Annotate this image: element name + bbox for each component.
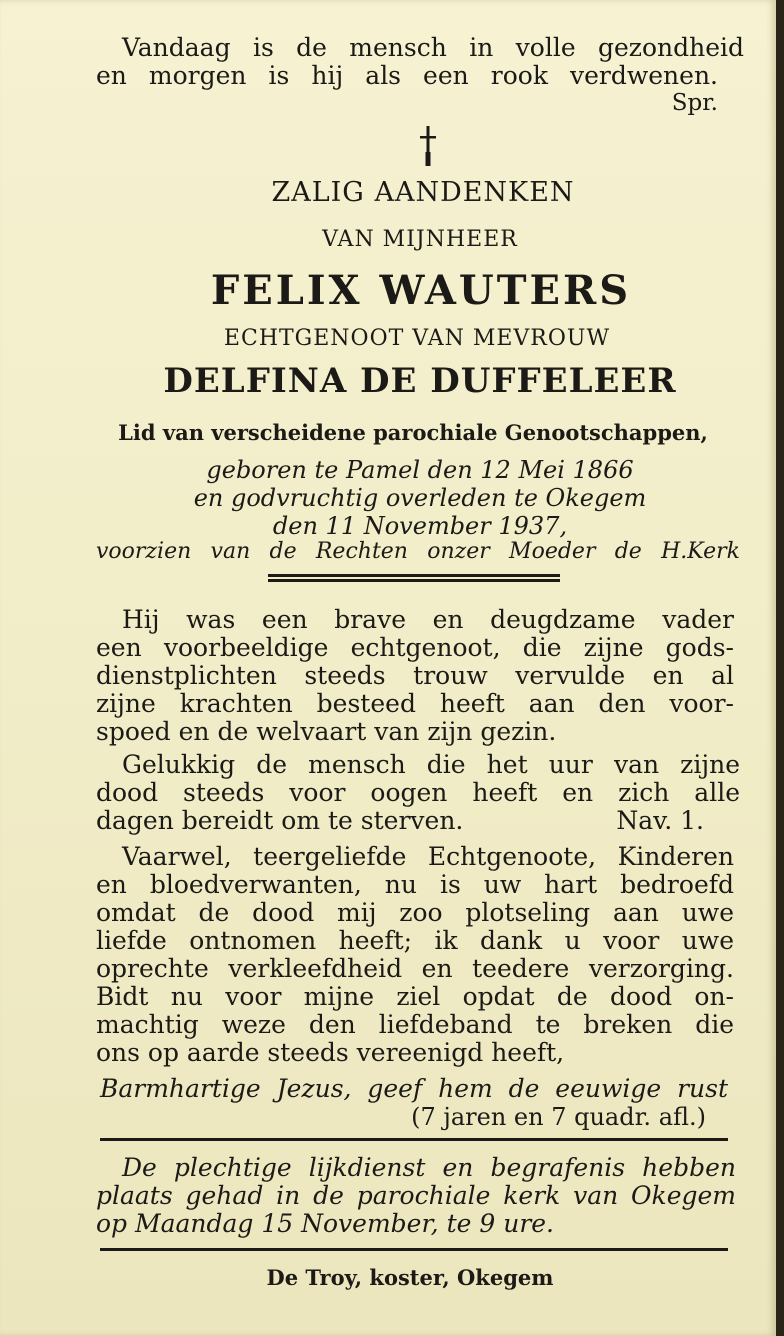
body-p3-line-2: en bloedverwanten, nu is uw hart bedroefd xyxy=(96,870,734,899)
death-line: en godvruchtig overleden te Okegem xyxy=(193,484,647,512)
body-p1-line-1: Hij was een brave en deugdzame vader xyxy=(122,605,734,634)
epigraph-line-2: en morgen is hij als een rook verdwenen. xyxy=(96,61,718,90)
deceased-name: FELIX WAUTERS xyxy=(210,267,632,314)
body-p3-line-8: ons op aarde steeds vereenigd heeft, xyxy=(96,1038,565,1067)
birth-line: geboren te Pamel den 12 Mei 1866 xyxy=(206,456,634,484)
body-p2-line-1: Gelukkig de mensch die het uur van zijne xyxy=(122,750,740,779)
body-p3-line-5: oprechte verkleefdheid en teedere verzorging. xyxy=(96,954,734,983)
indulgence: (7 jaren en 7 quadr. afl.) xyxy=(411,1103,706,1131)
death-date: den 11 November 1937, xyxy=(272,512,568,540)
body-p3-line-4: liefde ontnomen heeft; ik dank u voor uwe xyxy=(96,926,734,955)
body-p3-line-6: Bidt nu voor mijne ziel opdat de dood on- xyxy=(96,982,734,1011)
rule-above-printer xyxy=(100,1248,728,1251)
body-p2-line-3: dagen bereidt om te sterven. xyxy=(96,806,464,835)
body-p1-line-5: spoed en de welvaart van zijn gezin. xyxy=(96,717,557,746)
spouse-name: DELFINA DE DUFFELEER xyxy=(163,361,677,401)
funeral-line-2: plaats gehad in de parochiale kerk van Okegem xyxy=(96,1181,736,1210)
body-p1-line-2: een voorbeeldige echtgenoot, die zijne gods- xyxy=(96,633,734,662)
cross-icon xyxy=(418,124,438,168)
funeral-line-3: op Maandag 15 November, te 9 ure. xyxy=(96,1209,555,1238)
scan-edge xyxy=(776,0,784,1336)
scripture-reference: Nav. 1. xyxy=(616,806,704,835)
body-p3-line-3: omdat de dood mij zoo plotseling aan uwe xyxy=(96,898,734,927)
epigraph-source: Spr. xyxy=(671,90,718,116)
body-p1-line-4: zijne krachten besteed heeft aan den voor- xyxy=(96,689,734,718)
zalig-aandenken: ZALIG AANDENKEN xyxy=(271,177,575,208)
funeral-line-1: De plechtige lijkdienst en begrafenis hebben xyxy=(122,1153,736,1182)
printer-line: De Troy, koster, Okegem xyxy=(266,1265,554,1290)
body-p3-line-7: machtig weze den liefdeband te breken die xyxy=(96,1010,734,1039)
spouse-intro: ECHTGENOOT VAN MEVROUW xyxy=(223,326,611,351)
double-rule xyxy=(268,574,560,582)
body-p1-line-3: dienstplichten steeds trouw vervulde en al xyxy=(96,661,734,690)
membership: Lid van verscheidene parochiale Genootschappen, xyxy=(118,420,708,445)
epigraph-line-1: Vandaag is de mensch in volle gezondheid xyxy=(122,33,744,62)
last-rites: voorzien van de Rechten onzer Moeder de H.Kerk xyxy=(96,539,740,564)
body-p2-line-2: dood steeds voor oogen heeft en zich alle xyxy=(96,778,740,807)
rule-above-funeral xyxy=(100,1138,728,1141)
body-p3-line-1: Vaarwel, teergeliefde Echtgenoote, Kinderen xyxy=(122,842,734,871)
van-mijnheer: VAN MIJNHEER xyxy=(322,227,518,252)
prayer-text: Barmhartige Jezus, geef hem de eeuwige rust xyxy=(100,1074,728,1103)
